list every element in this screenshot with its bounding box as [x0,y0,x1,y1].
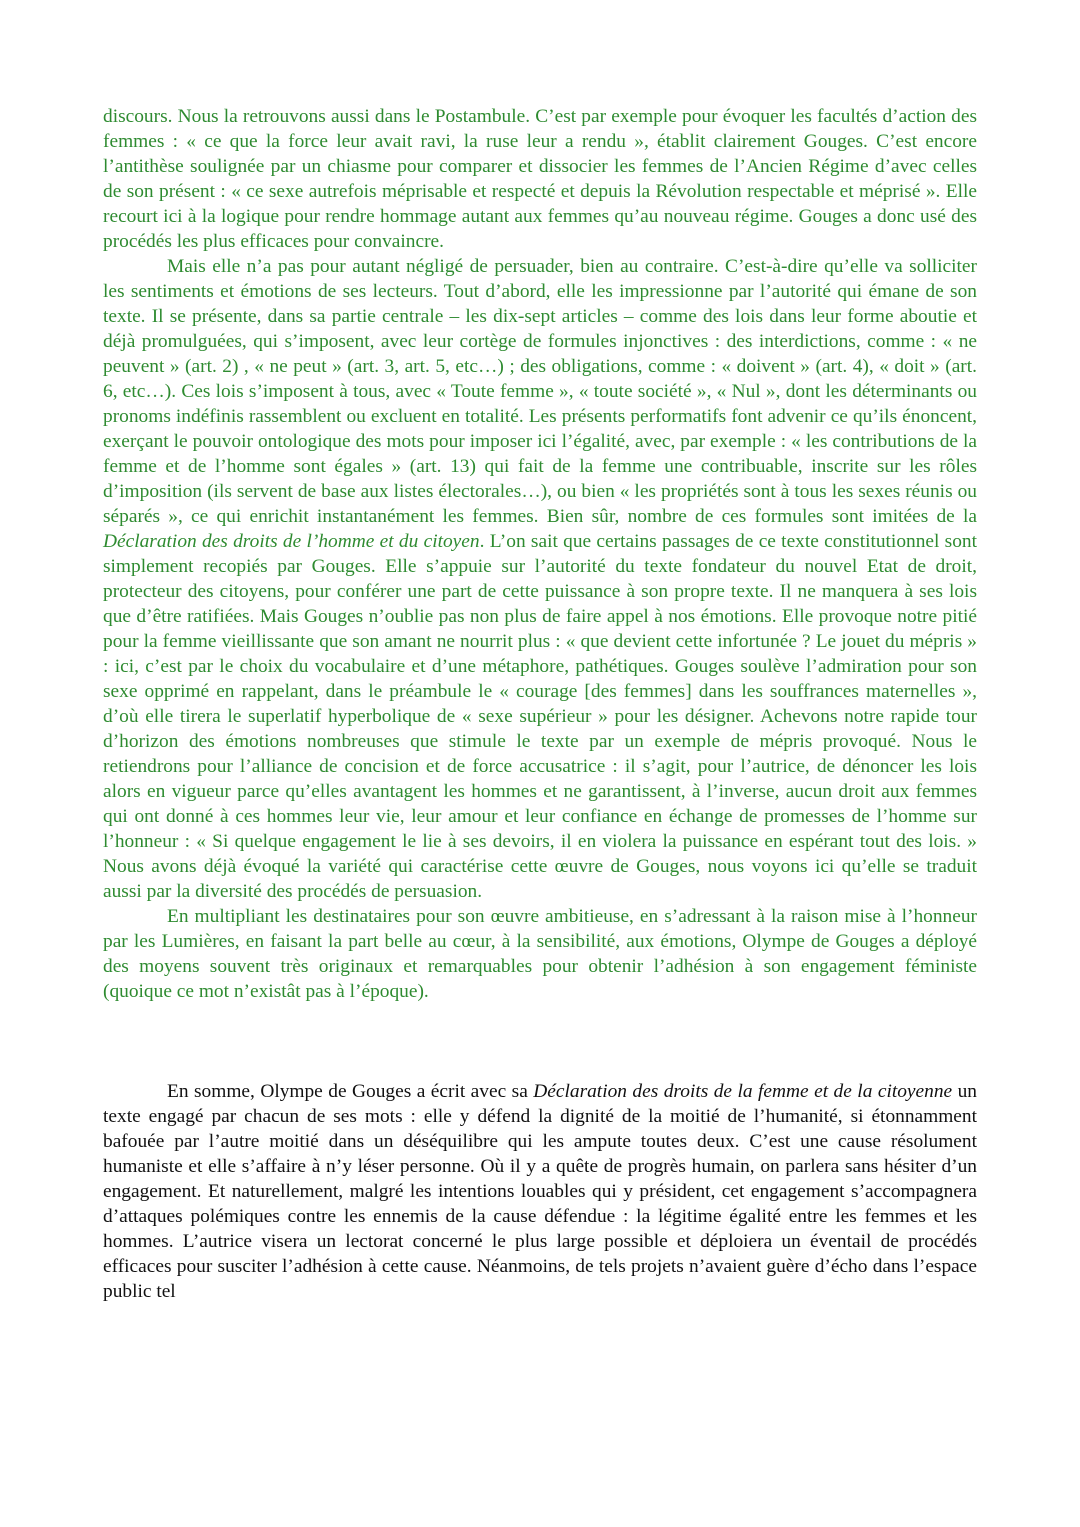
paragraph-convaincre-end [103,104,977,254]
paragraph-spacer [103,1004,977,1079]
paragraph-section-conclusion [103,904,977,1004]
work-title: Déclaration des droits de l’homme et du citoyen [103,531,480,552]
paragraph-persuader [103,254,977,904]
paragraph-conclusion [103,1079,977,1304]
paragraph-text: . L’on sait que certains passages de ce texte constitutionnel sont simplement recopiés par Gouges. Elle s’appuie sur l’autorité du texte fondateur du nouvel Etat de droit, protecteur des citoyens, pour conférer une part de cette puissance à son propre texte. Il ne manquera à ses lois que d’être ratifiées. Mais Gouges n’oublie pas non plus de faire appel à nos émotions. Elle provoque notre pitié pour la femme vieillissante que son amant ne nourrit plus : « que devient cette infortunée ? Le jouet du mépris » : ici, c’est par le choix du vocabulaire et d’une métaphore, pathétiques. Gouges soulève l’admiration pour son sexe opprimé en rappelant, dans le préambule le « courage [des femmes] dans les souffrances maternelles », d’où elle tirera le superlatif hyperbolique de « sexe supérieur » pour les désigner. Achevons notre rapide tour d’horizon des émotions nombreuses que stimule le texte par un exemple de mépris provoqué. Nous le retiendrons pour l’alliance de concision et de force accusatrice : il s’agit, pour l’autrice, de dénoncer les lois alors en vigueur parce qu’elles avantagent les hommes et ne garantissent, à l’inverse, aucun droit aux femmes qui ont donné à ces hommes leur vie, leur amour et leur confiance en échange de promesses de l’homme sur l’honneur : « Si quelque engagement le lie à ses devoirs, il en violera la puissance en espérant tout des lois. » Nous avons déjà évoqué la variété qui caractérise cette œuvre de Gouges, nous voyons ici qu’elle se traduit aussi par la diversité des procédés de persuasion. [103,531,978,902]
document-page [103,104,977,1304]
paragraph-text: discours. Nous la retrouvons aussi dans le Postambule. C’est par exemple pour évoquer les facultés d’action des femmes : « ce que la force leur avait ravi, la ruse leur a rendu », établit clairement Gouges. C’est encore l’antithèse soulignée par un chiasme pour comparer et dissocier les femmes de l’Ancien Régime d’avec celles de son présent : « ce sexe autrefois méprisable et respecté et depuis la Révolution respectable et méprisé ». Elle recourt ici à la logique pour rendre hommage autant aux femmes qu’au nouveau régime. Gouges a donc usé des procédés les plus efficaces pour convaincre. [103,106,977,252]
paragraph-text: un texte engagé par chacun de ses mots : elle y défend la dignité de la moitié de l’humanité, si étonnamment bafouée par l’autre moitié dans un déséquilibre qui les ampute toutes deux. C’est une cause résolument humaniste et elle s’affaire à n’y léser personne. Où il y a quête de progrès humain, on parlera sans hésiter d’un engagement. Et naturellement, malgré les intentions louables qui y président, cet engagement s’accompagnera d’attaques polémiques contre les ennemis de la cause défendue : la légitime égalité entre les femmes et les hommes. L’autrice visera un lectorat concerné le plus large possible et déploiera un éventail de procédés efficaces pour susciter l’adhésion à cette cause. Néanmoins, de tels projets n’avaient guère d’écho dans l’espace public tel [103,1081,977,1302]
work-title: Déclaration des droits de la femme et de la citoyenne [533,1081,953,1102]
paragraph-text: Mais elle n’a pas pour autant négligé de persuader, bien au contraire. C’est-à-dire qu’elle va solliciter les sentiments et émotions de ses lecteurs. Tout d’abord, elle les impressionne par l’autorité qui émane de son texte. Il se présente, dans sa partie centrale – les dix-sept articles – comme des lois dans leur forme aboutie et déjà promulguées, qui s’imposent, avec leur cortège de formules injonctives : des interdictions, comme : « ne peuvent » (art. 2) , « ne peut » (art. 3, art. 5, etc…) ; des obligations, comme : « doivent » (art. 4), « doit » (art. 6, etc…). Ces lois s’imposent à tous, avec « Toute femme », « toute société », « Nul », dont les déterminants ou pronoms indéfinis rassemblent ou excluent en totalité. Les présents performatifs font advenir ce qu’ils énoncent, exerçant le pouvoir ontologique des mots pour imposer ici l’égalité, avec, par exemple : « les contributions de la femme et de l’homme sont égales » (art. 13) qui fait de la femme une contribuable, inscrite sur les rôles d’imposition (ils servent de base aux listes électorales…), ou bien « les propriétés sont à tous les sexes réunis ou séparés », ce qui enrichit instantanément les femmes. Bien sûr, nombre de ces formules sont imitées de la [103,256,977,527]
paragraph-text: En somme, Olympe de Gouges a écrit avec sa [167,1081,534,1102]
paragraph-text: En multipliant les destinataires pour son œuvre ambitieuse, en s’adressant à la raison mise à l’honneur par les Lumières, en faisant la part belle au cœur, à la sensibilité, aux émotions, Olympe de Gouges a déployé des moyens souvent très originaux et remarquables pour obtenir l’adhésion à son engagement féministe (quoique ce mot n’existât pas à l’époque). [103,906,977,1002]
